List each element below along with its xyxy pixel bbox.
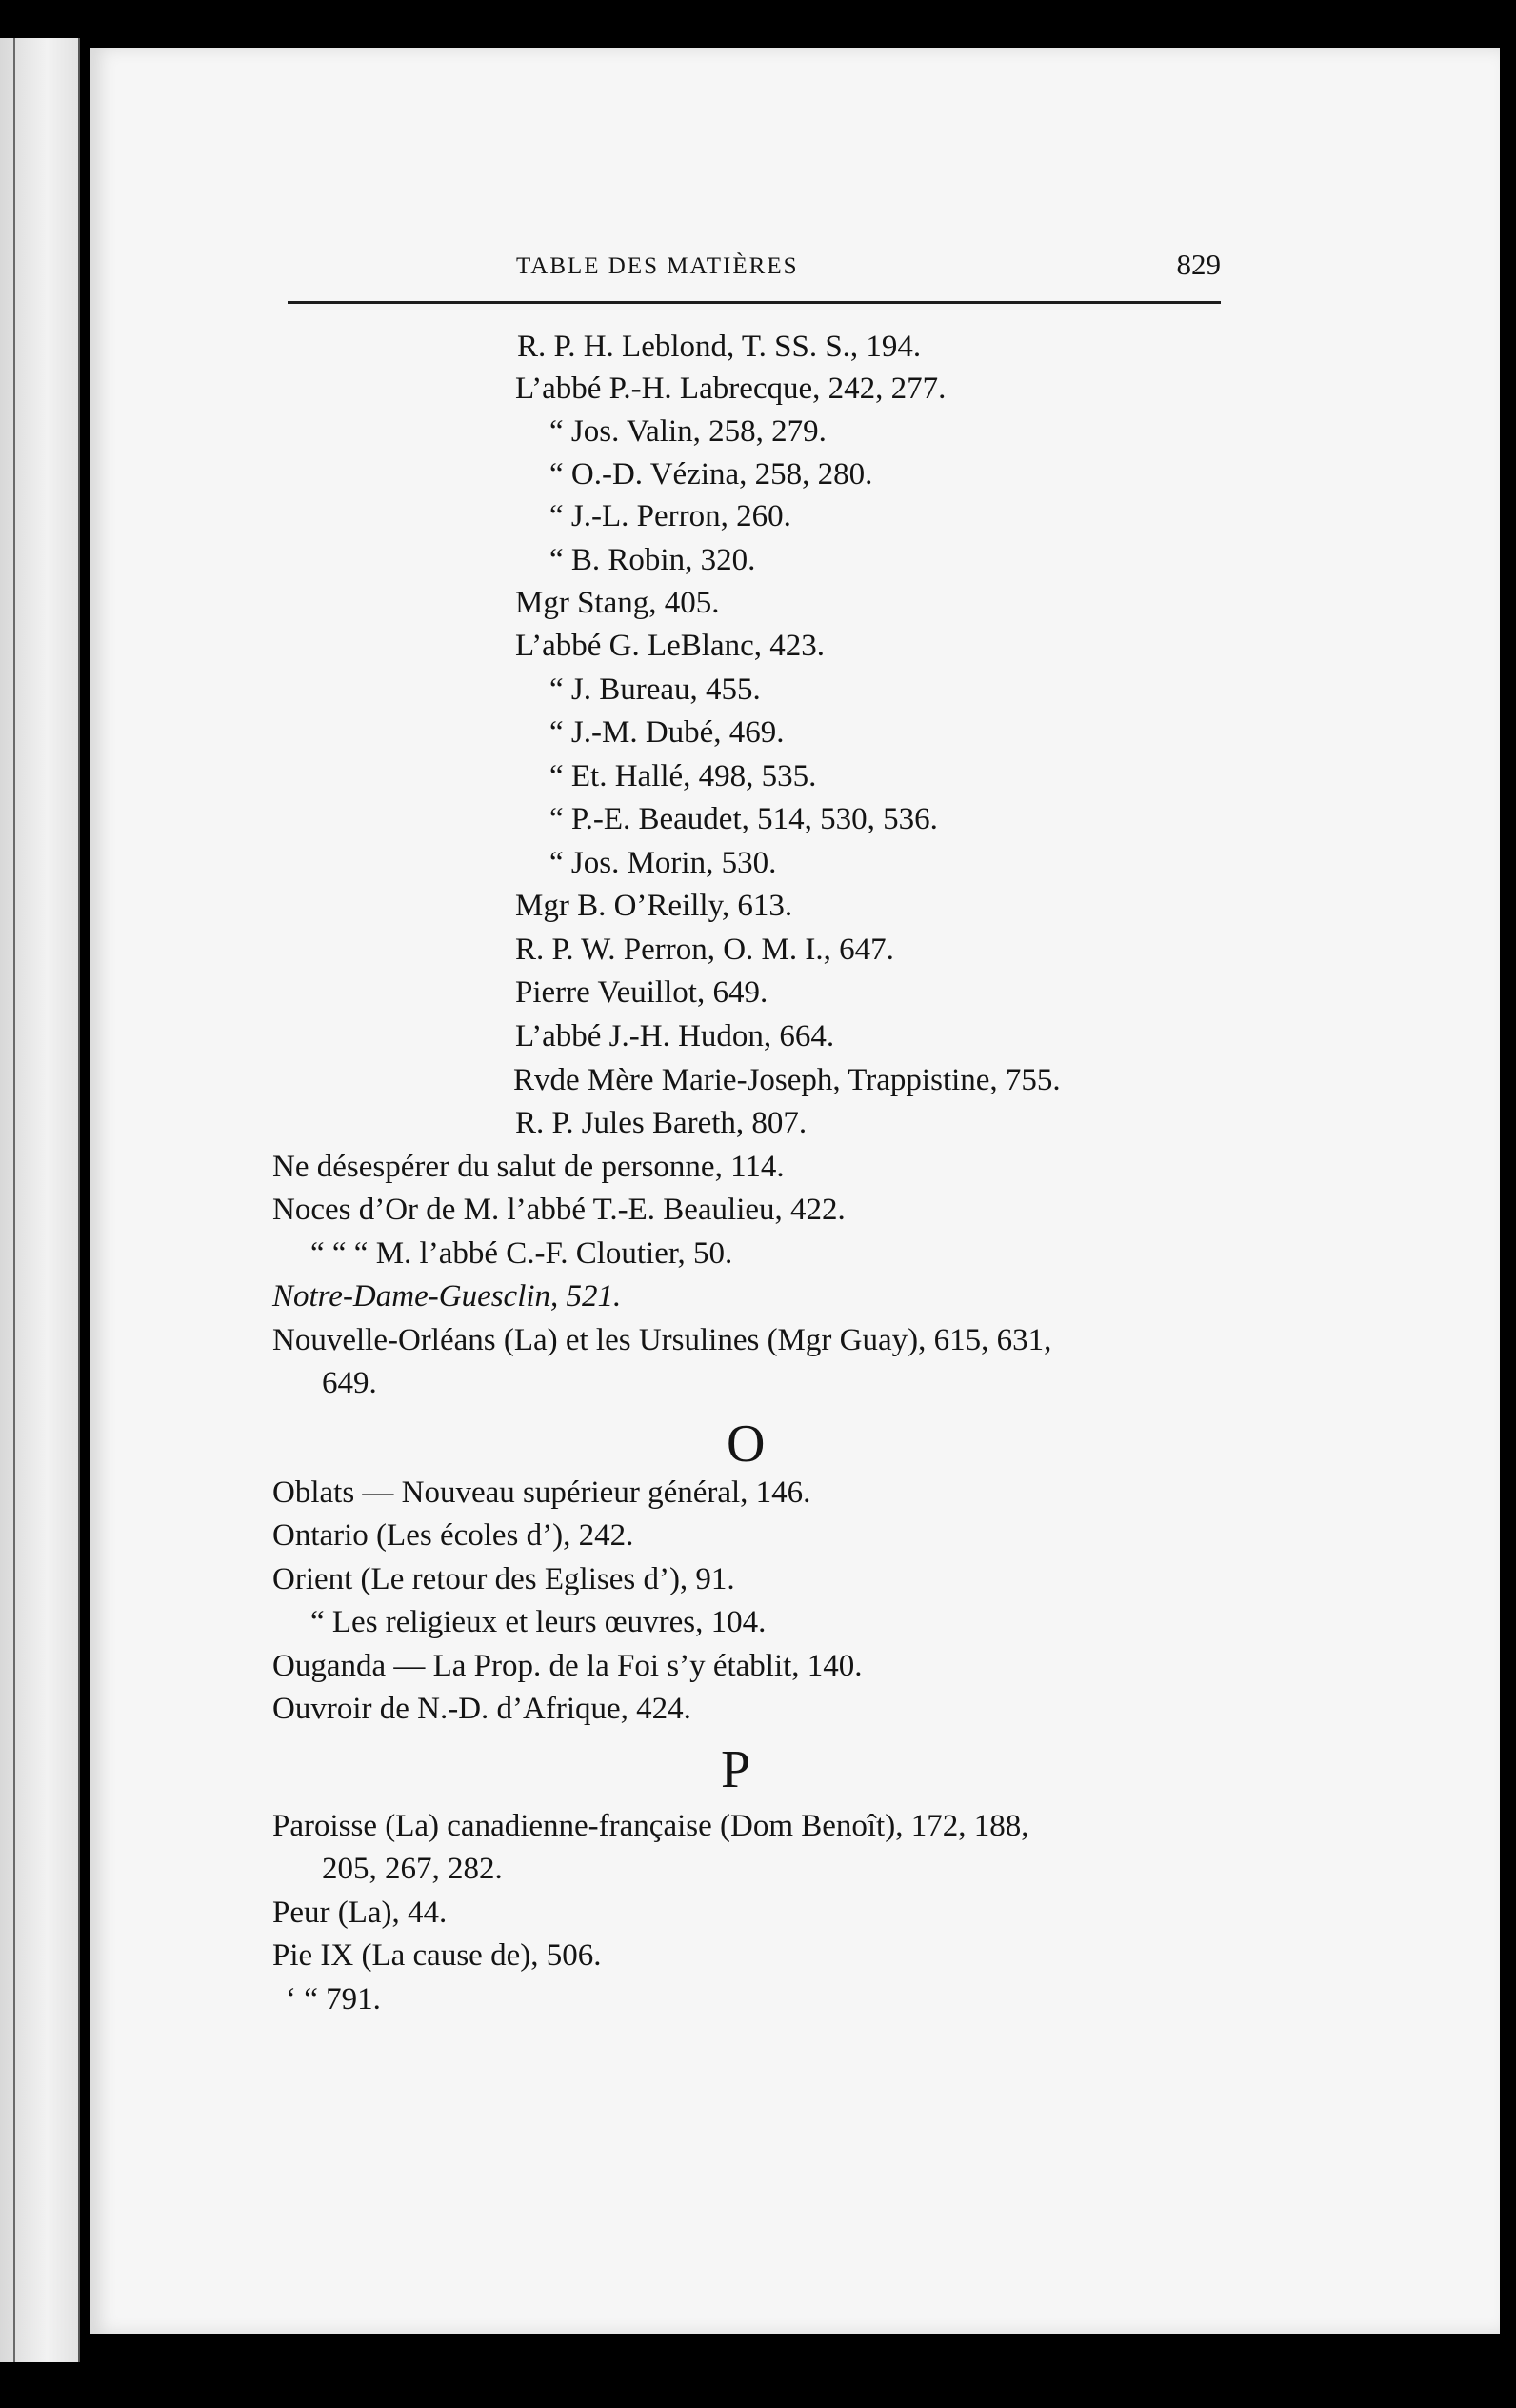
section-letter-p: P (721, 1740, 751, 1799)
index-entry-ditto: “ Les religieux et leurs œuvres, 104. (310, 1605, 767, 1639)
index-entry: Rvde Mère Marie-Joseph, Trappistine, 755. (513, 1063, 1061, 1097)
index-entry: L’abbé P.-H. Labrecque, 242, 277. (515, 371, 947, 406)
index-entry-ditto: “ P.-E. Beaudet, 514, 530, 536. (549, 802, 938, 836)
index-entry-ditto: “ Jos. Morin, 530. (549, 846, 777, 880)
running-title: TABLE DES MATIÈRES (516, 253, 799, 279)
index-entry-ditto: “ Jos. Valin, 258, 279. (549, 414, 827, 449)
index-entry: Orient (Le retour des Eglises d’), 91. (272, 1562, 735, 1596)
index-entry: Mgr Stang, 405. (515, 586, 720, 620)
index-entry: Ontario (Les écoles d’), 242. (272, 1518, 634, 1553)
index-entry-ditto: “ Et. Hallé, 498, 535. (549, 759, 817, 793)
index-entry: Ne désespérer du salut de personne, 114. (272, 1150, 785, 1184)
index-entry-ditto: “ O.-D. Vézina, 258, 280. (549, 457, 873, 492)
index-entry-ditto: “ J.-M. Dubé, 469. (549, 715, 785, 750)
index-entry-ditto: “ “ “ M. l’abbé C.-F. Cloutier, 50. (310, 1236, 733, 1271)
index-entry-ditto: “ J.-L. Perron, 260. (549, 499, 791, 533)
index-entry: Notre-Dame-Guesclin, 521. (272, 1279, 622, 1314)
index-entry: Oblats — Nouveau supérieur général, 146. (272, 1475, 811, 1510)
index-entry: Peur (La), 44. (272, 1896, 448, 1930)
index-entry: R. P. H. Leblond, T. SS. S., 194. (517, 330, 922, 364)
index-entry: Pie IX (La cause de), 506. (272, 1938, 602, 1973)
index-entry: Noces d’Or de M. l’abbé T.-E. Beaulieu, 422. (272, 1193, 846, 1227)
section-letter-o: O (727, 1415, 766, 1474)
page-number: 829 (1176, 248, 1221, 281)
index-entry-ditto: ‘ “ 791. (286, 1982, 381, 2017)
index-entry: Ouvroir de N.-D. d’Afrique, 424. (272, 1692, 691, 1726)
index-entry-continuation: 205, 267, 282. (322, 1852, 503, 1886)
index-entry-ditto: “ J. Bureau, 455. (549, 672, 761, 707)
index-entry: L’abbé J.-H. Hudon, 664. (515, 1019, 835, 1054)
index-entry: Paroisse (La) canadienne-française (Dom Benoît), 172, 188, (272, 1809, 1029, 1843)
index-entry: L’abbé G. LeBlanc, 423. (515, 629, 826, 663)
index-entry-ditto: “ B. Robin, 320. (549, 543, 756, 577)
index-entry: Ouganda — La Prop. de la Foi s’y établit, 140. (272, 1649, 863, 1683)
index-entry: R. P. W. Perron, O. M. I., 647. (515, 933, 894, 967)
index-entry: Mgr B. O’Reilly, 613. (515, 889, 793, 923)
index-entry: Pierre Veuillot, 649. (515, 975, 768, 1010)
index-entry: R. P. Jules Bareth, 807. (515, 1106, 808, 1140)
index-entry: Nouvelle-Orléans (La) et les Ursulines (Mgr Guay), 615, 631, (272, 1323, 1052, 1357)
index-entry-continuation: 649. (322, 1366, 377, 1400)
